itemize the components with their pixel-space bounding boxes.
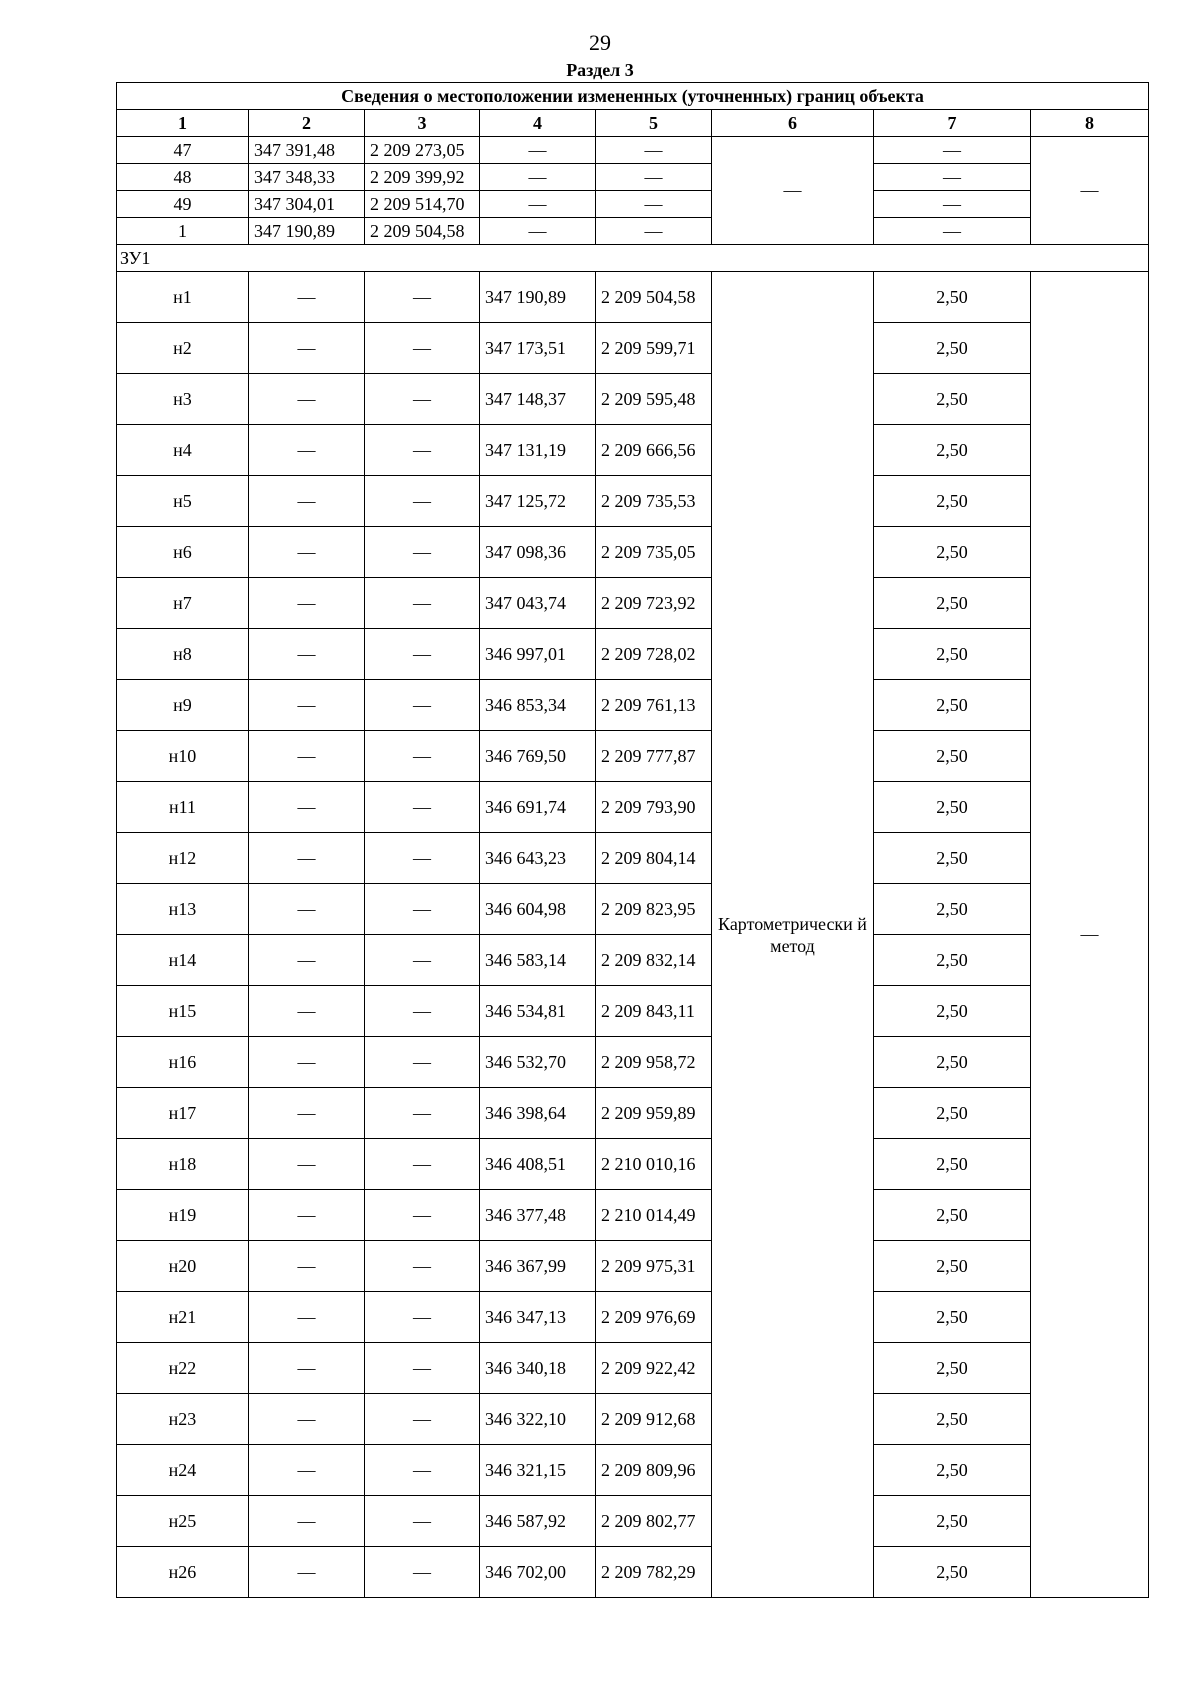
point-name: н18 <box>117 1139 249 1190</box>
new-x-coordinate: 347 131,19 <box>480 425 596 476</box>
old-y-coordinate: — <box>365 680 480 731</box>
page-number: 29 <box>589 30 611 55</box>
old-y-coordinate: 2 209 514,70 <box>365 191 480 218</box>
new-y-coordinate: 2 209 793,90 <box>596 782 712 833</box>
accuracy-cell: 2,50 <box>874 680 1031 731</box>
new-y-coordinate: — <box>596 137 712 164</box>
old-x-coordinate: — <box>249 680 365 731</box>
column-number: 7 <box>874 110 1031 137</box>
new-x-coordinate: 346 769,50 <box>480 731 596 782</box>
new-y-coordinate: 2 209 804,14 <box>596 833 712 884</box>
table-row <box>117 1241 1149 1292</box>
old-y-coordinate: — <box>365 425 480 476</box>
new-y-coordinate: 2 209 666,56 <box>596 425 712 476</box>
new-x-coordinate: — <box>480 191 596 218</box>
old-y-coordinate: — <box>365 1088 480 1139</box>
point-name: н11 <box>117 782 249 833</box>
table-row <box>117 1190 1149 1241</box>
new-x-coordinate: 347 173,51 <box>480 323 596 374</box>
new-y-coordinate: 2 209 976,69 <box>596 1292 712 1343</box>
new-y-coordinate: 2 209 959,89 <box>596 1088 712 1139</box>
old-y-coordinate: — <box>365 731 480 782</box>
accuracy-cell: 2,50 <box>874 272 1031 323</box>
new-y-coordinate: 2 209 958,72 <box>596 1037 712 1088</box>
new-y-coordinate: — <box>596 164 712 191</box>
new-y-coordinate: 2 209 735,05 <box>596 527 712 578</box>
point-name: н25 <box>117 1496 249 1547</box>
table-row <box>117 1496 1149 1547</box>
new-x-coordinate: 346 377,48 <box>480 1190 596 1241</box>
old-x-coordinate: — <box>249 629 365 680</box>
point-name: н6 <box>117 527 249 578</box>
accuracy-cell: 2,50 <box>874 476 1031 527</box>
table-row <box>117 1088 1149 1139</box>
point-name: н26 <box>117 1547 249 1598</box>
table-row <box>117 578 1149 629</box>
new-x-coordinate: 346 604,98 <box>480 884 596 935</box>
new-y-coordinate: 2 209 735,53 <box>596 476 712 527</box>
old-x-coordinate: — <box>249 272 365 323</box>
accuracy-cell: 2,50 <box>874 1139 1031 1190</box>
new-y-coordinate: 2 209 832,14 <box>596 935 712 986</box>
old-y-coordinate: — <box>365 1547 480 1598</box>
table-row <box>117 218 1149 245</box>
old-x-coordinate: — <box>249 1241 365 1292</box>
old-x-coordinate: — <box>249 374 365 425</box>
new-x-coordinate: 347 148,37 <box>480 374 596 425</box>
point-name: н2 <box>117 323 249 374</box>
column-number: 3 <box>365 110 480 137</box>
method-cell: — <box>712 137 874 245</box>
new-x-coordinate: 346 691,74 <box>480 782 596 833</box>
accuracy-cell: 2,50 <box>874 1394 1031 1445</box>
old-y-coordinate: — <box>365 935 480 986</box>
old-x-coordinate: — <box>249 935 365 986</box>
table-row <box>117 1037 1149 1088</box>
old-y-coordinate: — <box>365 527 480 578</box>
description-cell: — <box>1031 137 1149 245</box>
accuracy-cell: 2,50 <box>874 884 1031 935</box>
table-row <box>117 731 1149 782</box>
old-y-coordinate: — <box>365 782 480 833</box>
old-y-coordinate: — <box>365 1394 480 1445</box>
old-y-coordinate: — <box>365 1190 480 1241</box>
old-x-coordinate: 347 391,48 <box>249 137 365 164</box>
point-name: н22 <box>117 1343 249 1394</box>
old-y-coordinate: — <box>365 884 480 935</box>
table-row <box>117 986 1149 1037</box>
old-y-coordinate: — <box>365 833 480 884</box>
table-row <box>117 1445 1149 1496</box>
new-x-coordinate: 346 398,64 <box>480 1088 596 1139</box>
new-y-coordinate: 2 209 723,92 <box>596 578 712 629</box>
point-name: н24 <box>117 1445 249 1496</box>
column-number: 2 <box>249 110 365 137</box>
new-x-coordinate: 346 322,10 <box>480 1394 596 1445</box>
old-x-coordinate: — <box>249 476 365 527</box>
old-y-coordinate: — <box>365 1445 480 1496</box>
accuracy-cell: 2,50 <box>874 731 1031 782</box>
point-name: н7 <box>117 578 249 629</box>
section-title: Раздел 3 <box>566 60 634 80</box>
old-x-coordinate: — <box>249 1445 365 1496</box>
column-number: 8 <box>1031 110 1149 137</box>
old-x-coordinate: — <box>249 1343 365 1394</box>
old-x-coordinate: — <box>249 1496 365 1547</box>
accuracy-cell: 2,50 <box>874 1445 1031 1496</box>
old-y-coordinate: — <box>365 323 480 374</box>
new-x-coordinate: 346 532,70 <box>480 1037 596 1088</box>
column-number: 6 <box>712 110 874 137</box>
new-y-coordinate: 2 209 777,87 <box>596 731 712 782</box>
accuracy-cell: 2,50 <box>874 1343 1031 1394</box>
new-y-coordinate: 2 209 599,71 <box>596 323 712 374</box>
accuracy-cell: 2,50 <box>874 1547 1031 1598</box>
accuracy-cell: 2,50 <box>874 578 1031 629</box>
old-x-coordinate: — <box>249 833 365 884</box>
method-cell: Картометрически й метод <box>712 272 874 1598</box>
new-x-coordinate: — <box>480 137 596 164</box>
accuracy-cell: 2,50 <box>874 935 1031 986</box>
table-row <box>117 323 1149 374</box>
accuracy-cell: 2,50 <box>874 833 1031 884</box>
point-name: н20 <box>117 1241 249 1292</box>
new-y-coordinate: 2 209 823,95 <box>596 884 712 935</box>
point-name: н19 <box>117 1190 249 1241</box>
new-y-coordinate: 2 209 975,31 <box>596 1241 712 1292</box>
table-row <box>117 1292 1149 1343</box>
accuracy-cell: 2,50 <box>874 527 1031 578</box>
table-row <box>117 425 1149 476</box>
old-x-coordinate: — <box>249 1088 365 1139</box>
table-row <box>117 164 1149 191</box>
description-cell: — <box>1031 272 1149 1598</box>
accuracy-cell: — <box>874 164 1031 191</box>
old-x-coordinate: — <box>249 884 365 935</box>
point-name: н15 <box>117 986 249 1037</box>
new-x-coordinate: — <box>480 164 596 191</box>
point-name: н17 <box>117 1088 249 1139</box>
new-x-coordinate: 346 534,81 <box>480 986 596 1037</box>
old-x-coordinate: 347 348,33 <box>249 164 365 191</box>
table-row <box>117 680 1149 731</box>
column-number: 1 <box>117 110 249 137</box>
old-y-coordinate: — <box>365 1241 480 1292</box>
point-name: н13 <box>117 884 249 935</box>
point-name: н16 <box>117 1037 249 1088</box>
point-number: 49 <box>117 191 249 218</box>
old-y-coordinate: — <box>365 1343 480 1394</box>
accuracy-cell: 2,50 <box>874 1190 1031 1241</box>
table-row <box>117 884 1149 935</box>
new-y-coordinate: 2 209 843,11 <box>596 986 712 1037</box>
old-y-coordinate: — <box>365 272 480 323</box>
point-name: н5 <box>117 476 249 527</box>
table-row <box>117 191 1149 218</box>
old-y-coordinate: — <box>365 1292 480 1343</box>
point-name: н4 <box>117 425 249 476</box>
old-y-coordinate: — <box>365 1496 480 1547</box>
group-label: ЗУ1 <box>117 245 1149 272</box>
point-name: н9 <box>117 680 249 731</box>
new-y-coordinate: 2 209 912,68 <box>596 1394 712 1445</box>
accuracy-cell: 2,50 <box>874 782 1031 833</box>
table-caption: Сведения о местоположении измененных (уточненных) границ объекта <box>117 83 1149 110</box>
column-number: 5 <box>596 110 712 137</box>
new-y-coordinate: 2 209 802,77 <box>596 1496 712 1547</box>
old-y-coordinate: — <box>365 1037 480 1088</box>
point-name: н23 <box>117 1394 249 1445</box>
table-row <box>117 935 1149 986</box>
new-y-coordinate: 2 209 782,29 <box>596 1547 712 1598</box>
new-x-coordinate: 346 583,14 <box>480 935 596 986</box>
new-y-coordinate: 2 210 010,16 <box>596 1139 712 1190</box>
table-row <box>117 782 1149 833</box>
table-row <box>117 527 1149 578</box>
old-x-coordinate: — <box>249 1394 365 1445</box>
point-name: н1 <box>117 272 249 323</box>
old-x-coordinate: — <box>249 1547 365 1598</box>
new-y-coordinate: 2 210 014,49 <box>596 1190 712 1241</box>
new-x-coordinate: — <box>480 218 596 245</box>
accuracy-cell: 2,50 <box>874 1241 1031 1292</box>
new-x-coordinate: 346 340,18 <box>480 1343 596 1394</box>
old-y-coordinate: — <box>365 476 480 527</box>
point-number: 47 <box>117 137 249 164</box>
old-y-coordinate: 2 209 399,92 <box>365 164 480 191</box>
new-y-coordinate: 2 209 809,96 <box>596 1445 712 1496</box>
accuracy-cell: 2,50 <box>874 425 1031 476</box>
old-x-coordinate: — <box>249 425 365 476</box>
accuracy-cell: 2,50 <box>874 1292 1031 1343</box>
accuracy-cell: — <box>874 191 1031 218</box>
new-x-coordinate: 346 702,00 <box>480 1547 596 1598</box>
old-x-coordinate: — <box>249 1037 365 1088</box>
table-row <box>117 1139 1149 1190</box>
new-x-coordinate: 346 321,15 <box>480 1445 596 1496</box>
new-x-coordinate: 346 587,92 <box>480 1496 596 1547</box>
table-row <box>117 374 1149 425</box>
old-x-coordinate: — <box>249 731 365 782</box>
table-row <box>117 272 1149 323</box>
new-y-coordinate: 2 209 504,58 <box>596 272 712 323</box>
new-y-coordinate: — <box>596 218 712 245</box>
accuracy-cell: — <box>874 137 1031 164</box>
group-row <box>117 245 1149 272</box>
new-x-coordinate: 346 347,13 <box>480 1292 596 1343</box>
table-row <box>117 1547 1149 1598</box>
new-x-coordinate: 346 997,01 <box>480 629 596 680</box>
old-y-coordinate: — <box>365 986 480 1037</box>
point-name: н8 <box>117 629 249 680</box>
new-y-coordinate: 2 209 922,42 <box>596 1343 712 1394</box>
new-x-coordinate: 347 043,74 <box>480 578 596 629</box>
old-y-coordinate: — <box>365 374 480 425</box>
table-row <box>117 1343 1149 1394</box>
boundary-table <box>116 82 1149 1598</box>
old-x-coordinate: 347 304,01 <box>249 191 365 218</box>
table-row <box>117 1394 1149 1445</box>
old-x-coordinate: — <box>249 527 365 578</box>
old-x-coordinate: — <box>249 782 365 833</box>
new-y-coordinate: 2 209 595,48 <box>596 374 712 425</box>
old-x-coordinate: — <box>249 578 365 629</box>
new-x-coordinate: 346 643,23 <box>480 833 596 884</box>
accuracy-cell: 2,50 <box>874 1496 1031 1547</box>
point-name: н10 <box>117 731 249 782</box>
old-x-coordinate: 347 190,89 <box>249 218 365 245</box>
accuracy-cell: — <box>874 218 1031 245</box>
old-x-coordinate: — <box>249 1292 365 1343</box>
new-x-coordinate: 346 408,51 <box>480 1139 596 1190</box>
new-x-coordinate: 347 098,36 <box>480 527 596 578</box>
accuracy-cell: 2,50 <box>874 323 1031 374</box>
point-name: н21 <box>117 1292 249 1343</box>
point-number: 48 <box>117 164 249 191</box>
table-row <box>117 629 1149 680</box>
new-y-coordinate: 2 209 728,02 <box>596 629 712 680</box>
accuracy-cell: 2,50 <box>874 629 1031 680</box>
old-y-coordinate: 2 209 273,05 <box>365 137 480 164</box>
old-x-coordinate: — <box>249 323 365 374</box>
old-y-coordinate: 2 209 504,58 <box>365 218 480 245</box>
new-y-coordinate: 2 209 761,13 <box>596 680 712 731</box>
table-row <box>117 137 1149 164</box>
new-x-coordinate: 347 125,72 <box>480 476 596 527</box>
new-x-coordinate: 346 367,99 <box>480 1241 596 1292</box>
old-y-coordinate: — <box>365 578 480 629</box>
old-x-coordinate: — <box>249 986 365 1037</box>
old-y-coordinate: — <box>365 629 480 680</box>
accuracy-cell: 2,50 <box>874 986 1031 1037</box>
old-x-coordinate: — <box>249 1139 365 1190</box>
accuracy-cell: 2,50 <box>874 374 1031 425</box>
table-row <box>117 476 1149 527</box>
new-y-coordinate: — <box>596 191 712 218</box>
old-y-coordinate: — <box>365 1139 480 1190</box>
accuracy-cell: 2,50 <box>874 1037 1031 1088</box>
point-name: н3 <box>117 374 249 425</box>
column-number: 4 <box>480 110 596 137</box>
point-name: н12 <box>117 833 249 884</box>
table-row <box>117 833 1149 884</box>
point-number: 1 <box>117 218 249 245</box>
accuracy-cell: 2,50 <box>874 1088 1031 1139</box>
point-name: н14 <box>117 935 249 986</box>
new-x-coordinate: 346 853,34 <box>480 680 596 731</box>
old-x-coordinate: — <box>249 1190 365 1241</box>
new-x-coordinate: 347 190,89 <box>480 272 596 323</box>
